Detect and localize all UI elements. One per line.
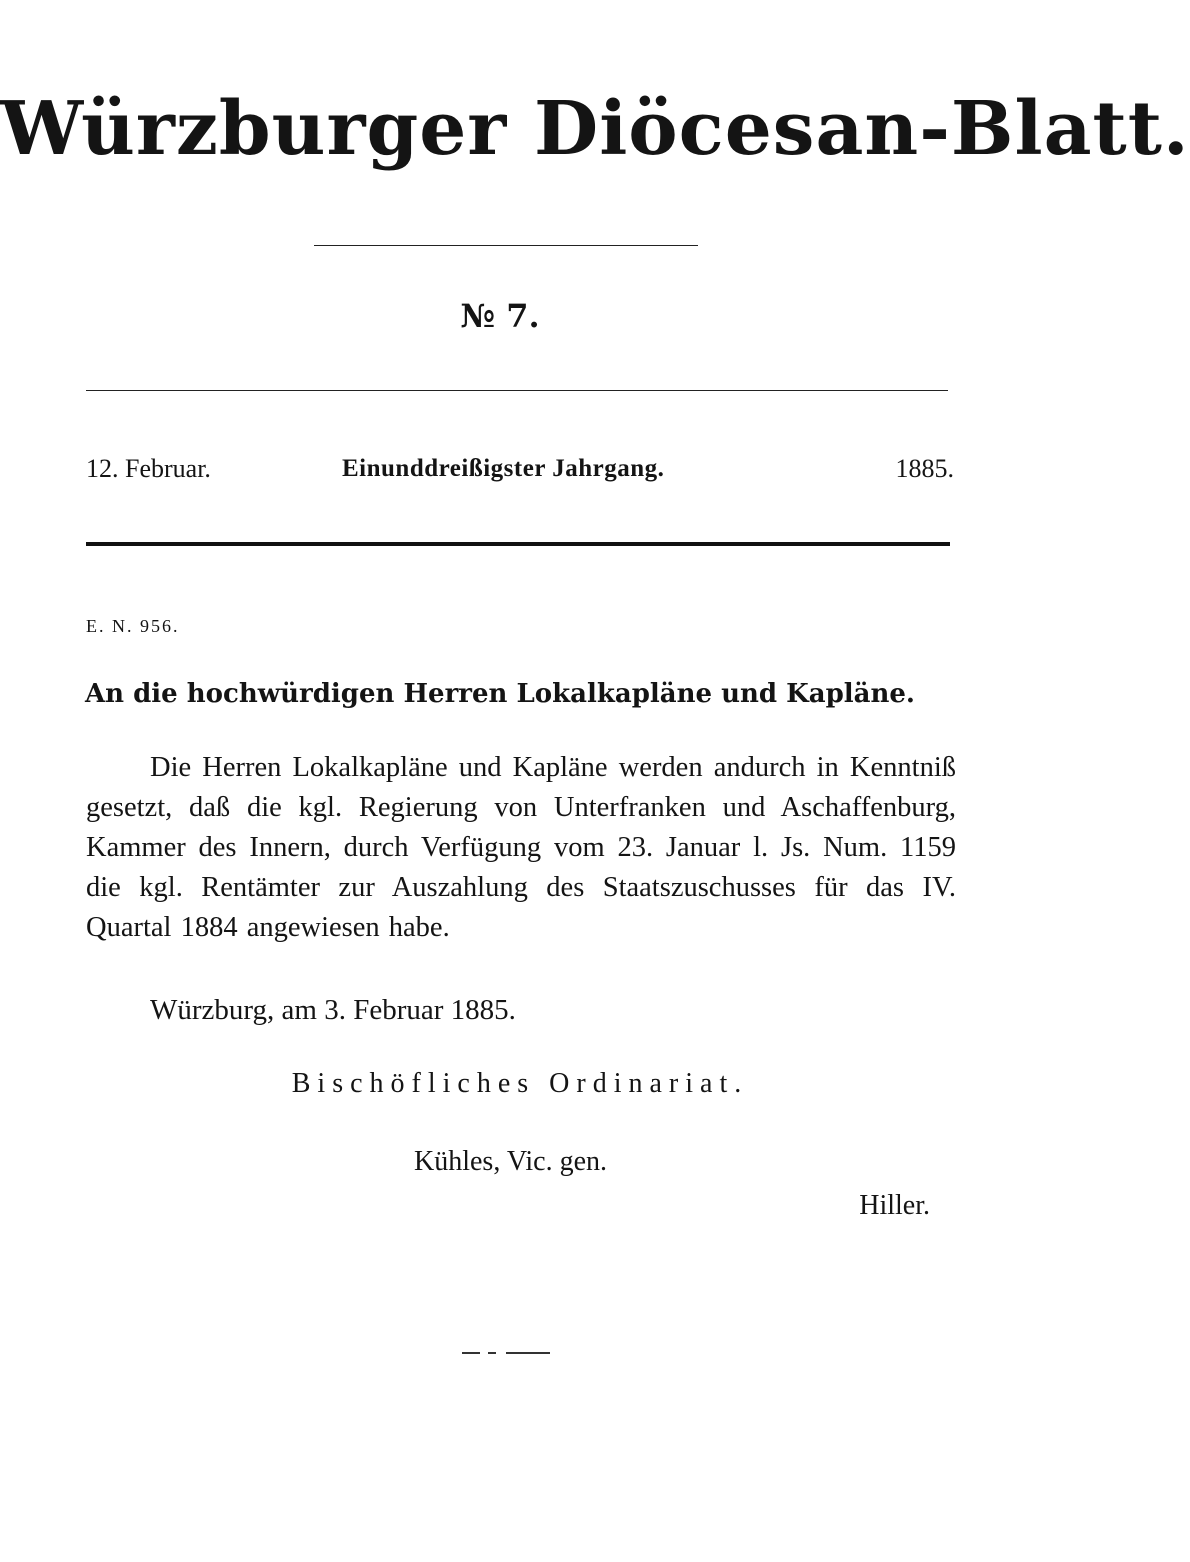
- notice-body: Die Herren Lokalkapläne und Kapläne werden andurch in Kenntniß gesetzt, daß die kgl. Regierung von Unterfranken und Aschaffenburg, Kammer des Innern, durch Verfügung vom 23. Januar l. Js. Num. 1159 die kgl. Rentämter zur Auszahlung des Staatszuschusses für das IV. Quartal 1884 angewiesen habe.: [86, 752, 956, 943]
- issue-date: 12. Februar.: [86, 454, 211, 483]
- issue-year: 1885.: [895, 454, 954, 483]
- issue-number: № 7.: [460, 297, 540, 335]
- divider-rule: [86, 390, 948, 391]
- dateline: [86, 452, 954, 486]
- notice-heading: An die hochwürdigen Herren Lokalkapläne und Kapläne.: [85, 679, 915, 709]
- end-mark: [462, 1352, 550, 1354]
- volume-label: Einunddreißigster Jahrgang.: [342, 455, 665, 482]
- place-date: Würzburg, am 3. Februar 1885.: [150, 994, 516, 1026]
- masthead-title: Würzburger Diöcesan-Blatt.: [0, 86, 1190, 172]
- divider-short: [314, 245, 698, 246]
- divider-thick-rule: [86, 542, 950, 546]
- signature-secretary: Hiller.: [859, 1190, 930, 1221]
- reference-number: E. N. 956.: [86, 616, 180, 636]
- signature-vicar-general: Kühles, Vic. gen.: [414, 1146, 607, 1177]
- issuer: Bischöfliches Ordinariat.: [291, 1068, 749, 1099]
